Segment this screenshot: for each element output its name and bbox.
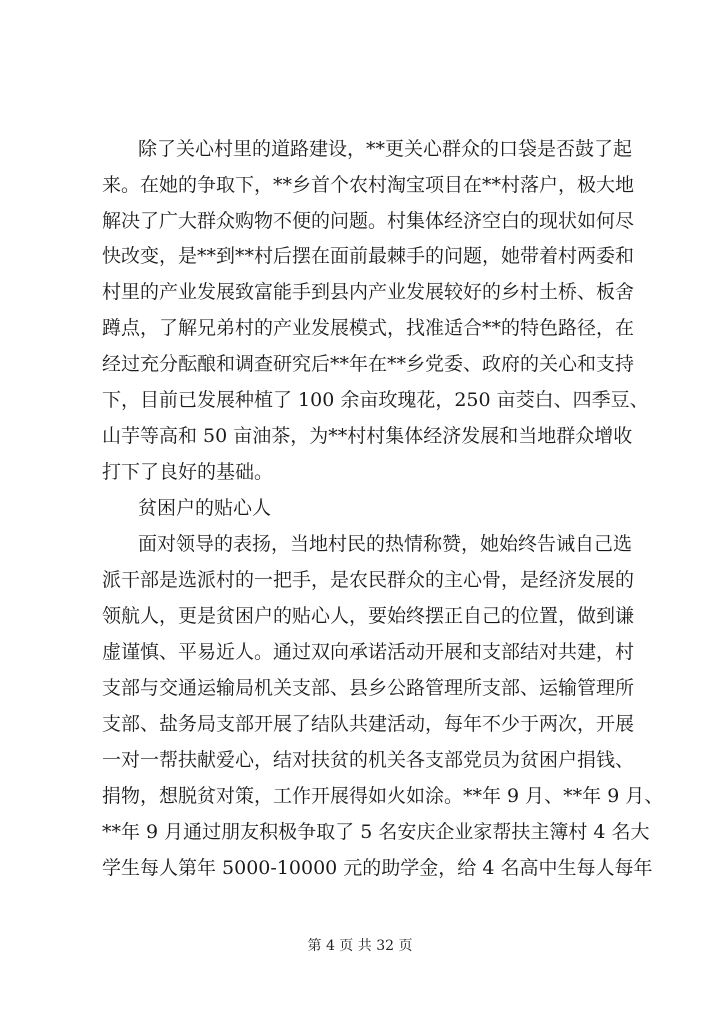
paragraph-2-line-8: 捐物，想脱贫对策，工作开展得如火如涂。**年 9 月、**年 9 月、 — [102, 785, 664, 807]
paragraph-1-line-7: 经过充分酝酿和调查研究后**年在**乡党委、政府的关心和支持 — [102, 353, 635, 375]
paragraph-2-line-6: 支部、盐务局支部开展了结队共建活动，每年不少于两次，开展 — [102, 713, 635, 735]
paragraph-1-line-3: 解决了广大群众购物不便的问题。村集体经济空白的现状如何尽 — [102, 210, 635, 232]
paragraph-2-line-2: 派干部是选派村的一把手，是农民群众的主心骨，是经济发展的 — [102, 569, 635, 591]
section-heading: 贫困户的贴心人 — [138, 497, 272, 519]
paragraph-1-line-4: 快改变，是**到**村后摆在面前最棘手的问题，她带着村两委和 — [102, 245, 635, 267]
paragraph-1-line-2: 来。在她的争取下，**乡首个农村淘宝项目在**村落户，极大地 — [102, 174, 635, 196]
paragraph-1-line-9: 山芋等高和 50 亩油茶，为**村村集体经济发展和当地群众增收 — [102, 425, 633, 447]
paragraph-2-line-10: 学生每人第年 5000-10000 元的助学金，给 4 名高中生每人每年 — [102, 857, 653, 879]
paragraph-2-line-9: **年 9 月通过朋友积极争取了 5 名安庆企业家帮扶主簿村 4 名大 — [102, 821, 650, 843]
paragraph-1-line-6: 蹲点，了解兄弟村的产业发展模式，找准适合**的特色路径，在 — [102, 317, 635, 339]
paragraph-1-line-10: 打下了良好的基础。 — [102, 461, 274, 483]
paragraph-1-line-1: 除了关心村里的道路建设，**更关心群众的口袋是否鼓了起 — [138, 138, 633, 160]
paragraph-1-line-5: 村里的产业发展致富能手到县内产业发展较好的乡村土桥、板舍 — [102, 281, 635, 303]
paragraph-2-line-5: 支部与交通运输局机关支部、县乡公路管理所支部、运输管理所 — [102, 677, 635, 699]
paragraph-2-line-4: 虚谨慎、平易近人。通过双向承诺活动开展和支部结对共建，村 — [102, 641, 635, 663]
paragraph-2-line-3: 领航人，更是贫困户的贴心人，要始终摆正自己的位置，做到谦 — [102, 605, 635, 627]
paragraph-2-line-1: 面对领导的表扬，当地村民的热情称赞，她始终告诫自己选 — [138, 533, 633, 555]
paragraph-2-line-7: 一对一帮扶献爱心，结对扶贫的机关各支部党员为贫困户捐钱、 — [102, 749, 635, 771]
paragraph-1-line-8: 下，目前已发展种植了 100 余亩玫瑰花，250 亩茭白、四季豆、 — [102, 389, 649, 411]
page-number-footer: 第 4 页 共 32 页 — [307, 938, 413, 954]
